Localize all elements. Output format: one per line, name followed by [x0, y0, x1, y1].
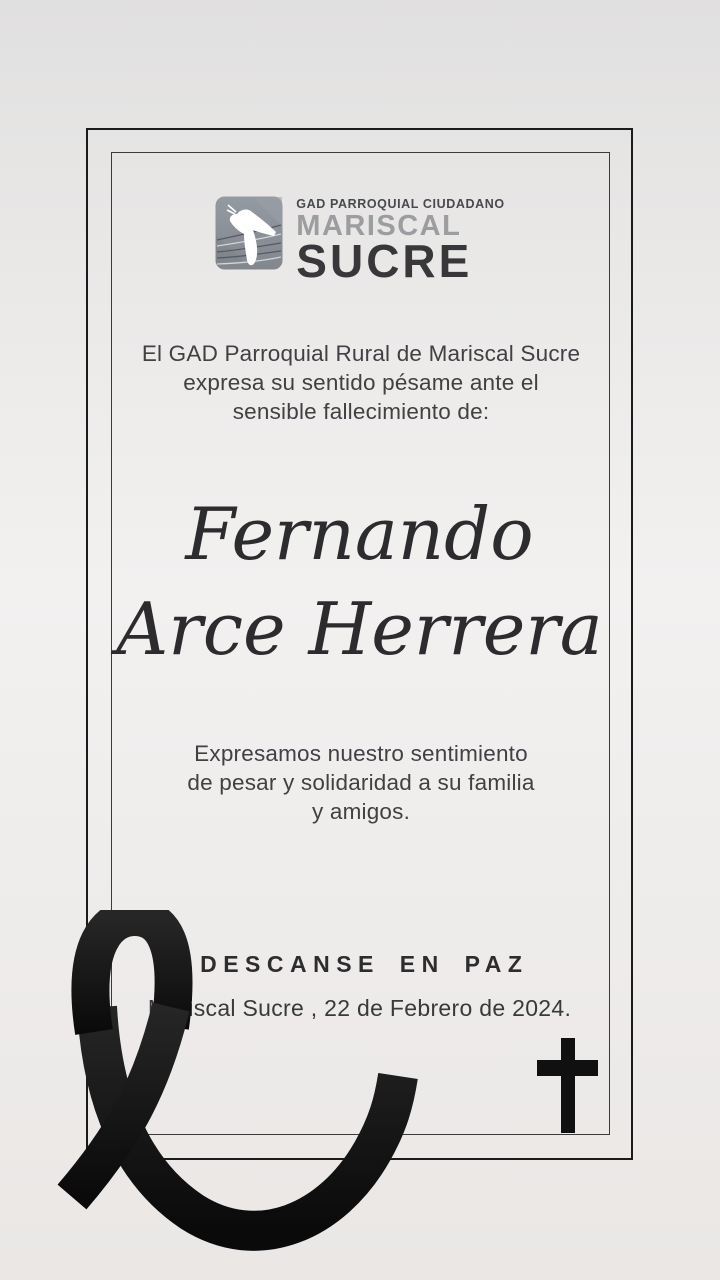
intro-line: expresa su sentido pésame ante el [183, 370, 539, 395]
deceased-name-line1: Fernando [185, 492, 534, 576]
org-logo [0, 196, 720, 287]
deceased-name-line2: Arce Herrera [116, 587, 603, 671]
cross-icon [535, 1038, 599, 1134]
org-name-line1: MARISCAL [296, 210, 462, 242]
condolence-paragraph [112, 739, 610, 826]
dove-logo-icon [215, 196, 283, 270]
intro-line: sensible fallecimiento de: [232, 399, 490, 424]
condolence-line: y amigos. [311, 799, 411, 824]
org-type-label: GAD PARROQUIAL CIUDADANO [296, 197, 505, 211]
condolence-line: Expresamos nuestro sentimiento [194, 741, 528, 766]
intro-paragraph [112, 339, 610, 426]
condolence-line: de pesar y solidaridad a su familia [187, 770, 535, 795]
mourning-ribbon-icon [40, 910, 420, 1255]
org-logo-text [296, 196, 505, 287]
deceased-name [86, 487, 633, 677]
dateline-text: Mariscal Sucre , 22 de Febrero de 2024. [147, 995, 572, 1021]
intro-line: El GAD Parroquial Rural de Mariscal Sucre [141, 341, 581, 366]
farewell-text: DESCANSE EN PAZ [200, 951, 529, 977]
org-name-line2: SUCRE [296, 234, 473, 287]
